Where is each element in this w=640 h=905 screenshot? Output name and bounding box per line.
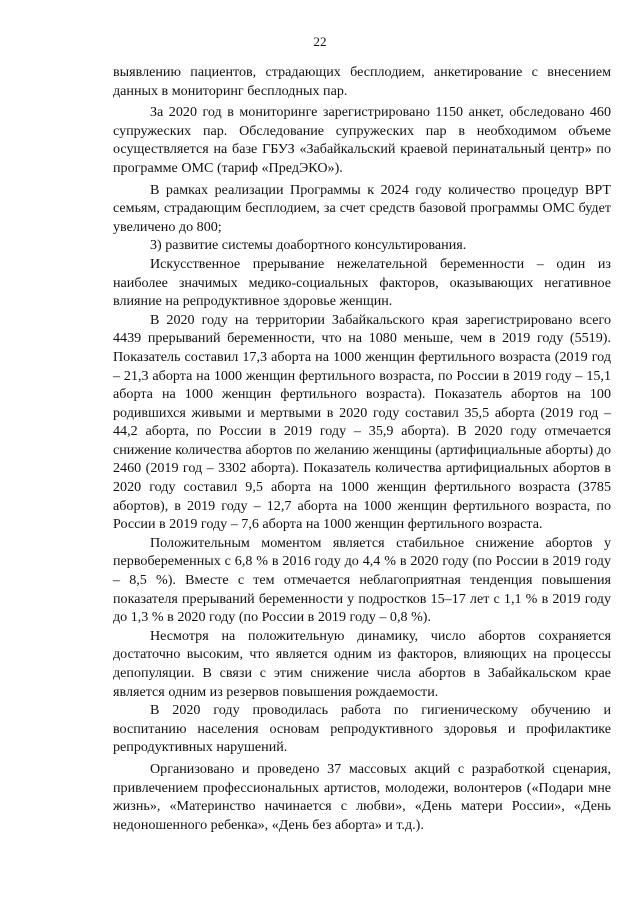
- document-body: [113, 63, 611, 834]
- paragraph-abortion-stats: В 2020 году на территории Забайкальского края зарегистрировано всего 4439 прерываний беременности, что на 1080 меньше, чем в 2019 году (5519). Показатель составил 17,3 аборта на 1000 женщин фертильного возраста (2019 год – 21,3 аборта на 1000 женщин фертильного возраста, по России в 2019 году – 15,1 аборта на 1000 женщин фертильного возраста). Показатель абортов на 100 родившихся живыми и мертвыми в 2020 году составил 35,5 аборта (2019 год – 44,2 аборта, по России в 2019 году – 35,9 аборта). В 2020 году отмечается снижение количества абортов по желанию женщины (артифициальные аборты) до 2460 (2019 год – 3302 аборта). Показатель количества артифициальных абортов в 2020 году составил 9,5 аборта на 1000 женщин фертильного возраста (3785 абортов), в 2019 году – 12,7 аборта на 1000 женщин фертильного возраста, по России в 2019 году – 7,6 аборта на 1000 женщин фертильного возраста.: [113, 311, 611, 533]
- paragraph-positive-trend: Положительным моментом является стабильное снижение абортов у первобеременных с 6,8 % в 2016 году до 4,4 % в 2020 году (по России в 2019 году – 8,5 %). Вместе с тем отмечается неблагоприятная тенденция повышения показателя прерываний беременности у подростков 15–17 лет с 1,1 % в 2019 году до 1,3 % в 2020 году (по России в 2019 году – 0,8 %).: [113, 534, 611, 626]
- paragraph-abortion-intro: Искусственное прерывание нежелательной беременности – один из наиболее значимых медико-социальных факторов, оказывающих негативное влияние на репродуктивное здоровье женщин.: [113, 255, 611, 310]
- paragraph-mass-events: Организовано и проведено 37 массовых акций с разработкой сценария, привлечением профессиональных артистов, молодежи, волонтеров («Подари мне жизнь», «Материнство начинается с любви», «День матери России», «День недоношенного ребенка», «День без аборта» и т.д.).: [113, 760, 611, 833]
- paragraph-hygiene-education: В 2020 году проводилась работа по гигиеническому обучению и воспитанию населения основам репродуктивного здоровья и профилактике репродуктивных нарушений.: [113, 702, 611, 756]
- paragraph-list-item-3: 3) развитие системы доабортного консультирования.: [150, 237, 467, 254]
- paragraph-art-program: В рамках реализации Программы к 2024 году количество процедур ВРТ семьям, страдающим бесплодием, за счет средств базовой программы ОМС будет увеличено до 800;: [113, 181, 611, 235]
- page-number: 22: [313, 34, 327, 49]
- paragraph-depopulation: Несмотря на положительную динамику, число абортов сохраняется достаточно высоким, что является одним из факторов, влияющих на процессы депопуляции. В связи с этим снижение числа абортов в Забайкальском крае является одним из резервов повышения рождаемости.: [113, 627, 611, 700]
- paragraph-continuation: выявлению пациентов, страдающих бесплодием, анкетирование с внесением данных в мониторинг бесплодных пар.: [113, 64, 611, 99]
- paragraph-monitoring: За 2020 год в мониторинге зарегистрировано 1150 анкет, обследовано 460 супружеских пар. Обследование супружеских пар в необходимом объеме осуществляется на базе ГБУЗ «Забайкальский краевой перинатальный центр» по программе ОМС (тариф «ПредЭКО»).: [113, 104, 611, 176]
